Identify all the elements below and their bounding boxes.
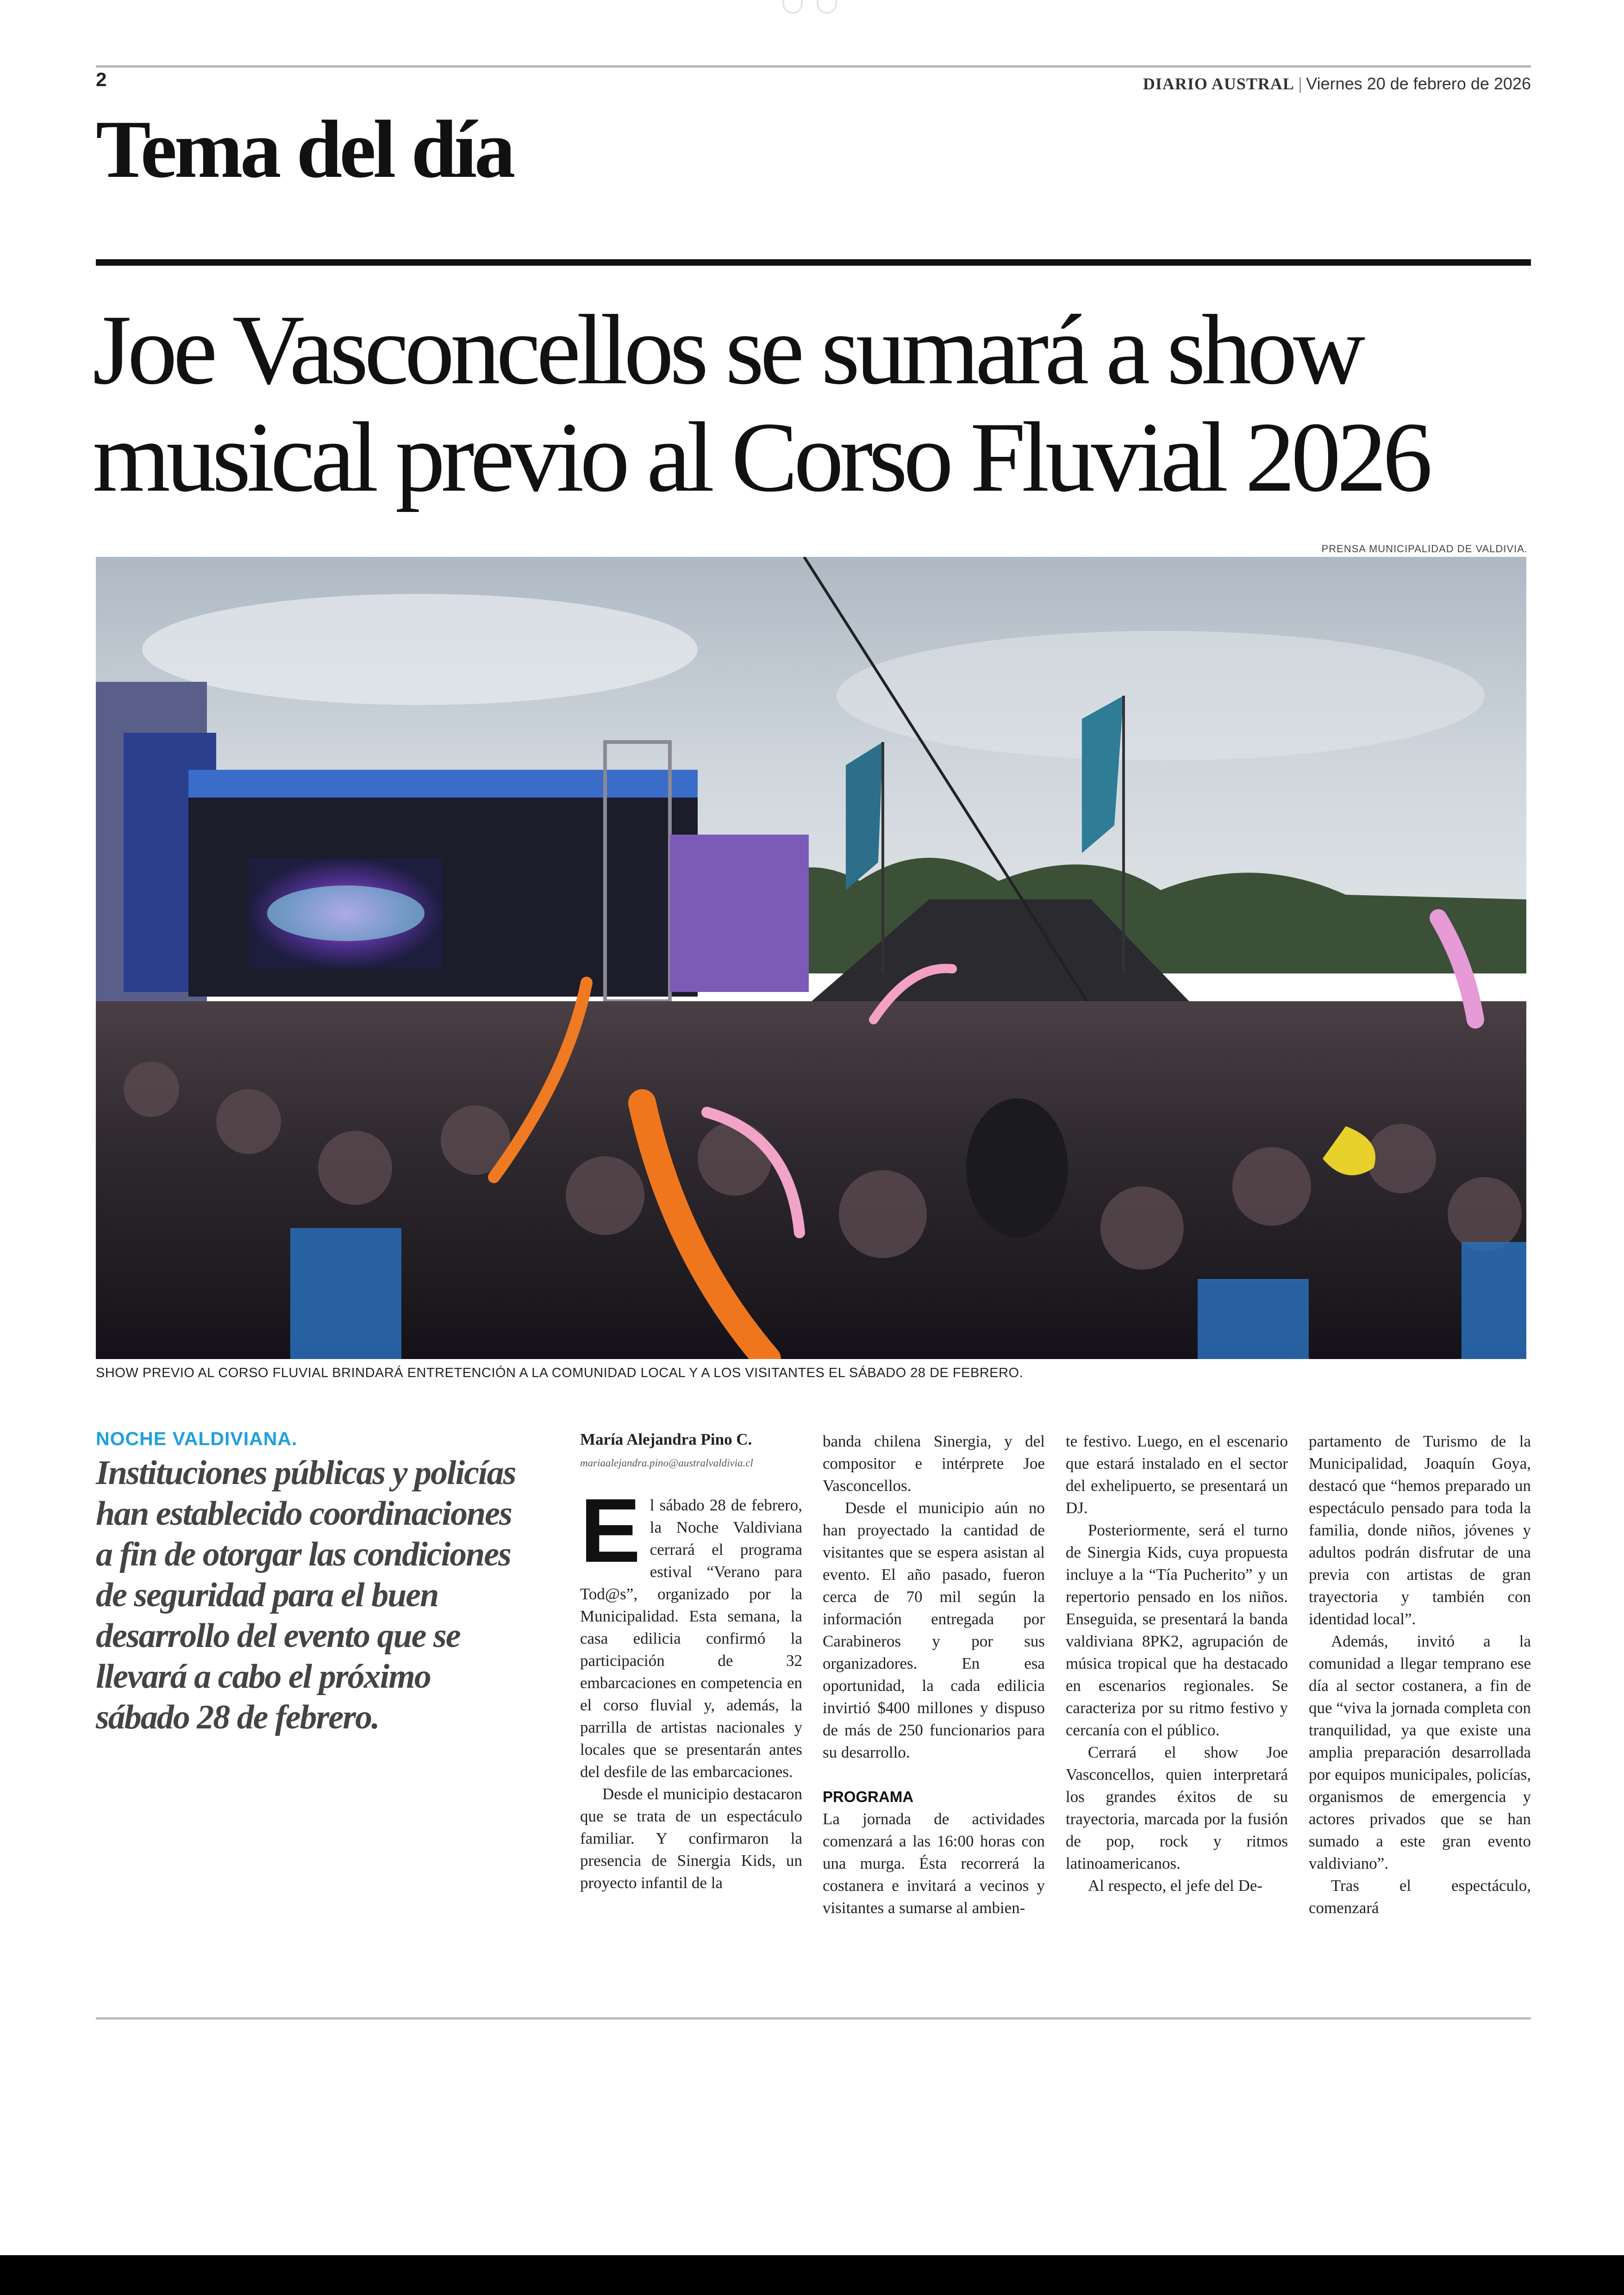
body-column-3 [1066,1430,1288,1897]
newspaper-name: DIARIO AUSTRAL [1143,75,1294,93]
body-paragraph: Posteriormente, será el turno de Sinergia Kids, cuya propuesta incluye a la “Tía Pucherito” y un repertorio pensado en los niños. Enseguida, se presentará la banda valdiviana 8PK2, agrupación de música tropical que ha destacado en escenarios regionales. Se caracteriza por su ritmo festivo y cercanía con el público. [1066,1521,1288,1739]
author-email[interactable]: mariaalejandra.pino@australvaldivia.cl [580,1457,753,1469]
footer-rule [96,2017,1531,2020]
body-column-4 [1309,1430,1531,1919]
author-name: María Alejandra Pino C. [580,1430,752,1448]
body-paragraph [580,1480,802,1783]
page-number: 2 [96,69,107,90]
photo-credit: PRENSA MUNICIPALIDAD DE VALDIVIA. [1321,543,1528,555]
section-title: Tema del día [96,103,513,195]
body-column-2 [823,1430,1045,1919]
subhead-programa: PROGRAMA [823,1788,914,1805]
body-column-1 [580,1480,802,1894]
event-photo-illustration [96,557,1526,1359]
headline-line-1: Joe Vasconcellos se sumará a show [93,294,1362,405]
body-paragraph: Desde el municipio destacaron que se trata de un espectáculo familiar. Y confirmaron la presencia de Sinergia Kids, un proyecto infantil de la [580,1785,802,1892]
body-paragraph: Además, invitó a la comunidad a llegar temprano ese día al sector costanera, a fin de que “viva la jornada completa con tranquilidad, ya que existe una amplia preparación desarrollada por equipos municipales, policías, organismos de emergencia y actores privados que se han sumado a este gran evento valdiviano”. [1309,1632,1531,1872]
headline-line-2: musical previo al Corso Fluvial 2026 [93,402,1429,512]
body-paragraph: Al respecto, el jefe del De- [1088,1877,1263,1895]
body-paragraph: Desde el municipio aún no han proyectado la cantidad de visitantes que se espera asistan al evento. El año pasado, fueron cerca de 70 mil según la información entregada por Carabineros y por sus organizadores. En esa oportunidad, la cada edilicia invirtió $400 millones y dispuso de más de 250 funcionarios para su desarrollo. [823,1499,1045,1761]
headline [93,296,1542,511]
viewer-bottom-bar [0,2255,1624,2295]
photo-caption: SHOW PREVIO AL CORSO FLUVIAL BRINDARÁ ENTRETENCIÓN A LA COMUNIDAD LOCAL Y A LOS VISITANTES EL SÁBADO 28 DE FEBRERO. [96,1366,1024,1380]
deck: Instituciones públicas y policías han establecido coordinaciones a fin de otorgar las condiciones de seguridad para el buen desarrollo del evento que se llevará a cabo el próximo sábado 28 de febrero. [96,1454,516,1736]
body-paragraph: Cerrará el show Joe Vasconcellos, quien interpretará los grandes éxitos de su trayectoria, marcada por la fusión de pop, rock y ritmos latinoamericanos. [1066,1743,1288,1872]
lead-text: l sábado 28 de febrero, la Noche Valdiviana cerrará el programa estival “Verano para Tod@s”, organizado por la Municipalidad. Esta semana, la casa edilicia confirmó la participación de 32 embarcaciones en competencia en el corso fluvial y, además, la parrilla de artistas nacionales y locales que se presentarán antes del desfile de las embarcaciones. [580,1496,802,1781]
section-rule [96,259,1531,266]
event-photo [96,557,1526,1359]
header-rule [96,65,1531,68]
body-paragraph: banda chilena Sinergia, y del compositor e intérprete Joe Vasconcellos. [823,1432,1045,1495]
drop-cap: E [580,1480,641,1581]
kicker: NOCHE VALDIVIANA. [96,1428,298,1449]
masthead-separator: | [1298,74,1303,93]
issue-date: Viernes 20 de febrero de 2026 [1306,74,1531,93]
body-paragraph: te festivo. Luego, en el escenario que estará instalado en el sector del exhelipuerto, se presentará un DJ. [1066,1432,1288,1517]
body-paragraph: partamento de Turismo de la Municipalidad, Joaquín Goya, destacó que “hemos preparado un espectáculo pensado para toda la familia, donde niños, jóvenes y adultos podrán disfrutar de una previa con artistas de gran trayectoria y también con identidad local”. [1309,1432,1531,1628]
masthead-info [1143,74,1531,94]
body-paragraph: Tras el espectáculo, comenzará [1309,1877,1531,1917]
body-paragraph: La jornada de actividades comenzará a las 16:00 horas con una murga. Ésta recorrerá la costanera e invitará a vecinos y visitantes a sumarse al ambien- [823,1810,1045,1917]
